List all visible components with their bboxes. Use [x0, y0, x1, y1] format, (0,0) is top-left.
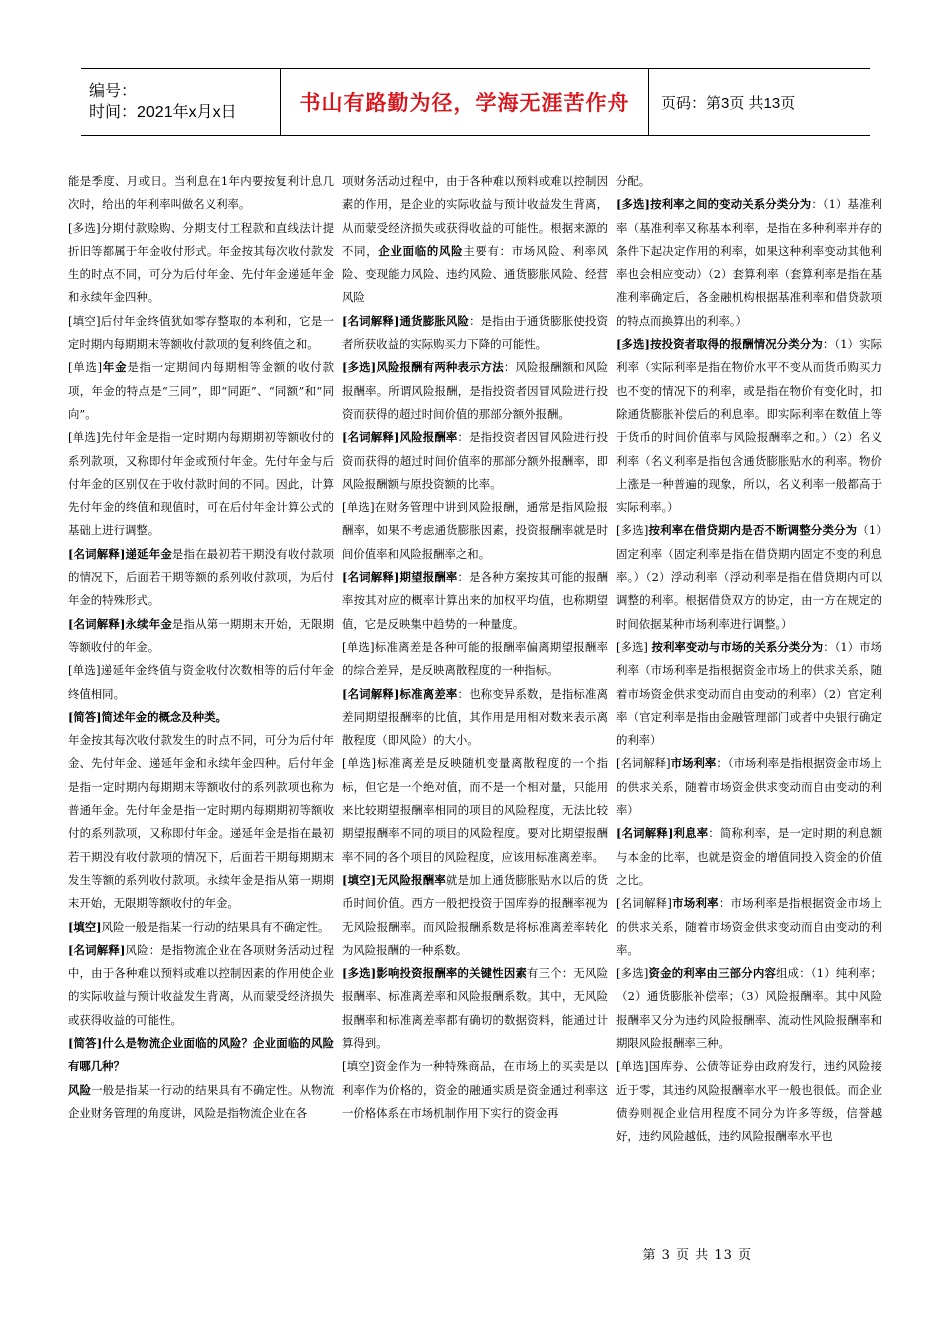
paragraph	[616, 892, 882, 962]
paragraph-rest: ：风险报酬额和风险报酬率。所谓风险报酬，是指投资者因冒风险进行投资而获得的超过时间价值的那部分额外报酬。	[342, 360, 608, 421]
paragraph-text: 年金按其每次收付款发生的时点不同，可分为后付年金、先付年金、递延年金和永续年金四种。后付年金是指一定时期内每期期末等额收付的系列款项也称为普通年金。先付年金是指一定时期内每期期初等额收付的系列款项，又称即付年金。递延年金是指在最初若干期没有收付款项的情况下，后面若干期每期期末发生等额的系列收付款项。永续年金是指从第一期期末开始，无限期等额收付的年金。	[68, 733, 334, 911]
document-number-label: 编号：	[89, 83, 138, 100]
paragraph-rest: ：（市场利率是指根据资金市场上的供求关系，随着市场资金供求变动而自由变动的利率）	[616, 756, 882, 818]
paragraph-rest: ：是指由于通货膨胀使投资者所获收益的实际购买力下降的可能性。	[342, 313, 608, 352]
paragraph	[342, 356, 608, 426]
paragraph-rest: 是指一定期间内每期相等金额的收付款项，年金的特点是“三同”，即“同距”、“同额”和“同向”。	[68, 360, 334, 421]
paragraph-rest: ：（1）实际利率（实际利率是指在物价水平不变从而货币购买力也不变的情况下的利率，或是指在物价有变化时，扣除通货膨胀补偿后的利息率。即实际利率在数值上等于货币的时间价值率与风险报酬率之和。）（2）名义利率（名义利率是指包含通货膨胀贴水的利率。物价上涨是一种普遍的现象，所以，名义利率一般都高于实际利率。）	[616, 337, 882, 515]
paragraph	[342, 310, 608, 357]
paragraph-text: [多选]分期付款赊购、分期支付工程款和直线法计提折旧等都属于年金收付形式。年金按其每次收付款发生的时点不同，可分为后付年金、先付年金递延年金和永续年金四种。	[68, 220, 334, 305]
paragraph	[68, 310, 334, 357]
paragraph-bold-term: [填空]无风险报酬率	[342, 872, 446, 887]
paragraph	[342, 962, 608, 1055]
paragraph-text: 能是季度、月或日。当利息在1年内要按复利计息几次时，给出的年利率叫做名义利率。	[68, 174, 334, 212]
paragraph-rest: ：简称利率，是一定时期的利息额与本金的比率，也就是资金的增值同投入资金的价值之比。	[616, 826, 882, 887]
paragraph	[68, 706, 334, 729]
paragraph	[68, 1079, 334, 1126]
paragraph-bold-term: [多选]风险报酬有两种表示方法	[342, 360, 504, 375]
paragraph-rest: ：是指投资者因冒风险进行投资而获得的超过时间价值率的那部分额外报酬率，即风险报酬额与原投资额的比率。	[342, 430, 608, 491]
paragraph-bold-term: [名词解释]永续年金	[68, 616, 172, 631]
paragraph-text: [单选]标准离差是反映随机变量离散程度的一个指标，但它是一个绝对值，而不是一个相对量，只能用来比较期望报酬率相同的项目的风险程度，无法比较期望报酬率不同的项目的风险程度。要对比期望报酬率不同的各个项目的风险程度，应该用标准离差率。	[342, 756, 608, 864]
paragraph-bold-term: 风险	[68, 1082, 92, 1097]
header-page-info: 页码：第3页 共13页	[661, 94, 796, 112]
paragraph	[68, 939, 334, 1032]
paragraph-bold-term: 按利率变动与市场的关系分类分为	[651, 639, 824, 654]
text-column-2	[342, 170, 608, 1238]
paragraph	[342, 869, 608, 962]
document-time-label: 时间：2021年x月x日	[89, 104, 237, 121]
paragraph	[68, 729, 334, 915]
text-column-1	[68, 170, 334, 1238]
paragraph-rest: 有三个：无风险报酬率、标准离差率和风险报酬系数。其中，无风险报酬率和标准离差率都有确切的数据资料，能通过计算得到。	[342, 966, 608, 1050]
paragraph-bold-term: 市场利率	[670, 756, 717, 771]
paragraph	[342, 170, 608, 310]
paragraph-text: [多选]	[616, 523, 649, 538]
paragraph-rest: （1）固定利率（固定利率是指在借贷期内固定不变的利息率。）（2）浮动利率（浮动利率是指在借贷期内可以调整的利率。根据借贷双方的协定，由一方在规定的时间依据某种市场利率进行调整。）	[616, 523, 882, 631]
header-motto-cell	[281, 69, 649, 135]
paragraph-bold-term: 资金的利率由三部分内容	[648, 966, 777, 981]
paragraph	[68, 1032, 334, 1079]
text-column-3	[616, 170, 882, 1238]
paragraph-text: [名词解释]	[616, 896, 672, 911]
paragraph	[68, 659, 334, 706]
paragraph-bold-term: [多选]按投资者取得的报酬情况分类分为	[616, 337, 823, 352]
paragraph-rest: 是指在最初若干期没有收付款项的情况下，后面若干期等额的系列收付款项，为后付年金的特殊形式。	[68, 546, 334, 608]
paragraph-bold-term: [名词解释]标准离差率	[342, 686, 458, 701]
paragraph-text: [单选]先付年金是指一定时期内每期期初等额收付的系列款项，又称即付年金或预付年金。先付年金与后付年金的区别仅在于收付款时间的不同。因此，计算先付年金的终值和现值时，可在后付年金计算公式的基础上进行调整。	[68, 430, 334, 538]
paragraph	[616, 193, 882, 333]
paragraph-text: 分配。	[616, 174, 651, 188]
paragraph-bold-term: [多选]影响投资报酬率的关键性因素	[342, 966, 528, 981]
paragraph-text: [填空]后付年金终值犹如零存整取的本利和，它是一定时期内每期期末等额收付款项的复利终值之和。	[68, 313, 334, 352]
paragraph-rest: 就是加上通货膨胀贴水以后的货币时间价值。西方一般把投资于国库券的报酬率视为无风险报酬率。而风险报酬系数是将标准离差率转化为风险报酬的一种系数。	[342, 872, 608, 957]
paragraph-text: [单选]递延年金终值与资金收付次数相等的后付年金终值相同。	[68, 663, 334, 701]
paragraph	[342, 1055, 608, 1125]
paragraph	[616, 822, 882, 892]
paragraph-bold-term: 按利率在借贷期内是否不断调整分类分为	[648, 523, 858, 538]
paragraph-bold-term: 年金	[102, 360, 128, 375]
paragraph-bold-term: [名词解释]风险报酬率	[342, 430, 458, 445]
paragraph	[616, 170, 882, 193]
paragraph	[342, 566, 608, 636]
header-meta	[81, 69, 281, 135]
header-motto: 书山有路勤为径，学海无涯苦作舟	[299, 91, 630, 115]
paragraph-text: [单选]标准离差是各种可能的报酬率偏离期望报酬率的综合差异，是反映离散程度的一种指标。	[342, 639, 608, 678]
paragraph-text: [单选]	[68, 360, 103, 375]
paragraph	[342, 426, 608, 496]
paragraph	[616, 333, 882, 519]
paragraph-bold-term: [名词解释]递延年金	[68, 546, 172, 561]
paragraph-rest: 一般是指某一行动的结果具有不确定性。从物流企业财务管理的角度讲，风险是指物流企业在各	[68, 1082, 334, 1120]
paragraph-bold-term: [填空]	[68, 919, 102, 934]
page-header	[81, 68, 870, 136]
paragraph	[68, 613, 334, 660]
paragraph	[68, 426, 334, 542]
paragraph-bold-term: [简答]什么是物流企业面临的风险？企业面临的风险有哪几种？	[68, 1035, 334, 1074]
paragraph-bold-term: [名词解释]	[68, 942, 126, 957]
content-columns	[68, 170, 882, 1238]
paragraph	[616, 752, 882, 822]
paragraph-rest: ：（1）基准利率（基准利率又称基本利率，是指在多种利率并存的条件下起决定作用的利率，如果这种利率变动其他利率也会相应变动）（2）套算利率（套算利率是指在基准利率确定后，各金融机构根据基准利率和借贷款项的特点而换算出的利率。）	[616, 197, 882, 328]
paragraph-rest: 主要有：市场风险、利率风险、变现能力风险、违约风险、通货膨胀风险、经营风险	[342, 243, 608, 305]
paragraph-text: [单选]国库券、公债等证券由政府发行，违约风险接近于零，其违约风险报酬率水平一般也很低。而企业债券则视企业信用程度不同分为许多等级，信誉越好，违约风险越低，违约风险报酬率水平也	[616, 1059, 882, 1144]
paragraph	[68, 170, 334, 217]
paragraph-rest: ：也称变异系数，是指标准离差同期望报酬率的比值，其作用是用相对数来表示离散程度（即风险）的大小。	[342, 686, 608, 748]
paragraph-rest: ：是各种方案按其可能的报酬率按其对应的概率计算出来的加权平均值，也称期望值，它是反映集中趋势的一种量度。	[342, 570, 608, 631]
page-footer: 第 3 页 共 13 页	[642, 1248, 752, 1263]
paragraph-bold-term: [名词解释]通货膨胀风险	[342, 313, 470, 328]
paragraph	[68, 217, 334, 310]
paragraph	[616, 1055, 882, 1148]
paragraph	[68, 916, 334, 939]
paragraph-bold-term: 企业面临的风险	[378, 243, 464, 258]
paragraph	[342, 496, 608, 566]
paragraph-bold-term: [简答]简述年金的概念及种类。	[68, 709, 227, 724]
paragraph-text: [名词解释]	[616, 756, 671, 771]
paragraph	[616, 636, 882, 752]
paragraph-text: [多选]	[616, 639, 652, 654]
paragraph	[342, 752, 608, 868]
paragraph-text: [填空]资金作为一种特殊商品，在市场上的买卖是以利率作为价格的，资金的融通实质是资金通过利率这一价格体系在市场机制作用下实行的资金再	[342, 1059, 608, 1120]
paragraph	[616, 962, 882, 1055]
paragraph-text: [多选]	[616, 966, 649, 981]
paragraph-rest: ：市场利率是指根据资金市场上的供求关系，随着市场资金供求变动而自由变动的利率。	[616, 896, 882, 957]
paragraph-rest: 风险：是指物流企业在各项财务活动过程中，由于各种难以预料或难以控制因素的作用使企业的实际收益与预计收益发生背离，从而蒙受经济损失或获得收益的可能性。	[68, 942, 334, 1027]
paragraph	[68, 543, 334, 613]
paragraph-text: [单选]在财务管理中讲到风险报酬，通常是指风险报酬率，如果不考虑通货膨胀因素，投资报酬率就是时间价值率和风险报酬率之和。	[342, 500, 608, 561]
paragraph-rest: 组成：（1）纯利率；（2）通货膨胀补偿率；（3）风险报酬率。其中风险报酬率又分为违约风险报酬率、流动性风险报酬率和期限风险报酬率三种。	[616, 966, 882, 1050]
paragraph-bold-term: 市场利率	[671, 896, 719, 911]
paragraph-rest: 风险一般是指某一行动的结果具有不确定性。	[101, 919, 330, 934]
paragraph	[342, 636, 608, 683]
paragraph-bold-term: [多选]按利率之间的变动关系分类分为	[616, 197, 812, 212]
paragraph-bold-term: [名词解释]期望报酬率	[342, 570, 458, 585]
paragraph	[68, 356, 334, 426]
paragraph	[616, 519, 882, 635]
paragraph-rest: ：（1）市场利率（市场利率是指根据资金市场上的供求关系，随着市场资金供求变动而自由变动的利率）（2）官定利率（官定利率是指由金融管理部门或者中央银行确定的利率）	[616, 639, 882, 748]
paragraph	[342, 683, 608, 753]
paragraph-bold-term: [名词解释]利息率	[616, 826, 709, 841]
paragraph-rest: 是指从第一期期末开始，无限期等额收付的年金。	[68, 616, 334, 654]
paragraph-text: 项财务活动过程中，由于各种难以预料或难以控制因素的作用，是企业的实际收益与预计收益发生背离，从而蒙受经济损失或获得收益的可能性。根据来源的不同，	[342, 174, 608, 258]
